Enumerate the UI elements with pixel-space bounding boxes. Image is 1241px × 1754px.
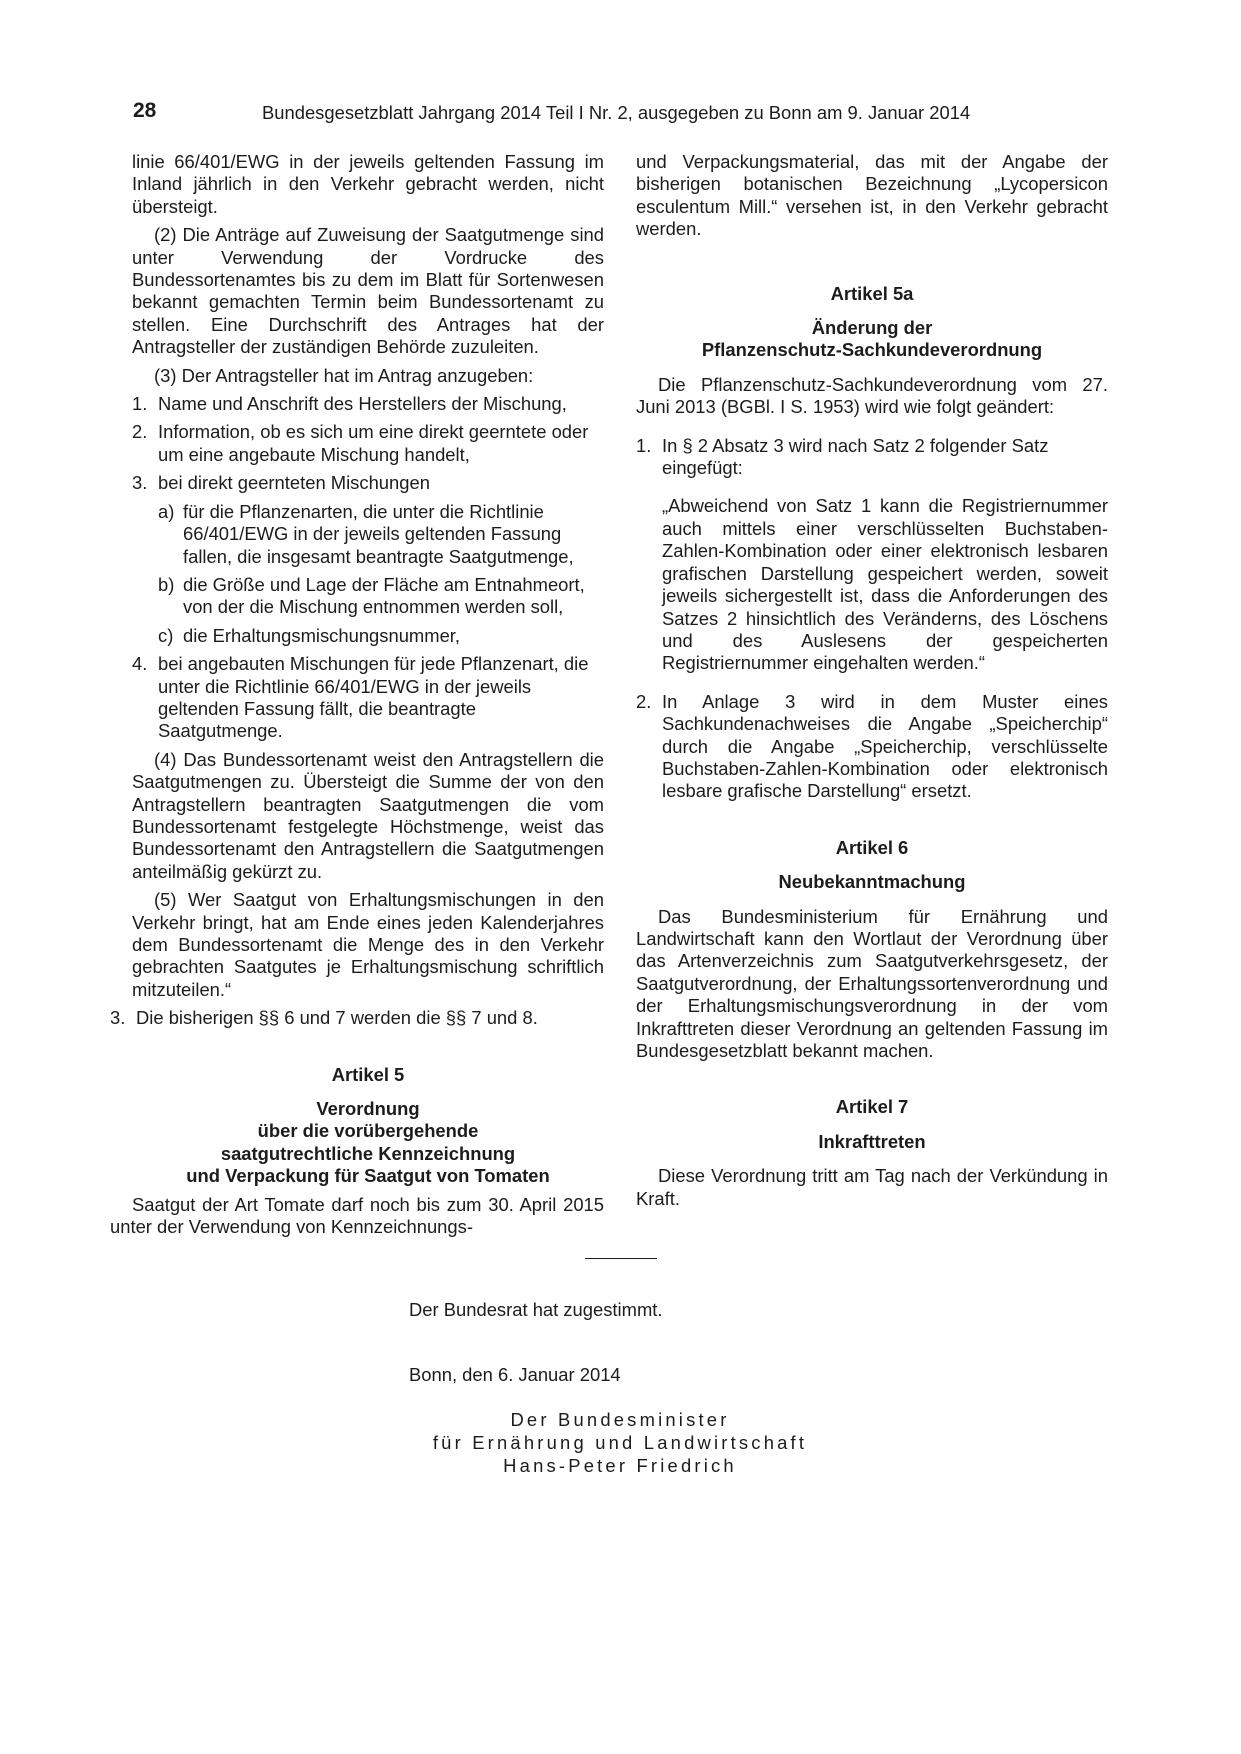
article-6-heading: Artikel 6 <box>835 836 909 858</box>
list-item <box>132 421 604 466</box>
list-item-text: In § 2 Absatz 3 wird nach Satz 2 folgender Satz eingefügt: <box>662 434 1049 479</box>
list-item-number: 1. <box>636 434 652 456</box>
article-5a-title-line: Änderung der <box>811 317 933 339</box>
article-7-title: Inkrafttreten <box>818 1130 926 1152</box>
list-item-text: Information, ob es sich um eine direkt geerntete oder um eine angebaute Mischung handelt, <box>158 421 589 465</box>
list-item <box>132 472 604 494</box>
article-5a-title-line: Pflanzenschutz-Sachkundeverordnung <box>701 339 1043 361</box>
article-5-title-line: über die vorübergehende <box>257 1120 479 1142</box>
article-5-heading: Artikel 5 <box>331 1063 405 1085</box>
place-date: Bonn, den 6. Januar 2014 <box>409 1364 621 1385</box>
sub-list-item-text: für die Pflanzenarten, die unter die Richtlinie 66/401/EWG in der jeweils geltenden Fassung fallen, die insgesamt beantragte Saatgutmenge, <box>183 500 574 567</box>
article-6-text: Das Bundesministerium für Ernährung und Landwirtschaft kann den Wortlaut der Verordnung über das Artenverzeichnis zum Saatgutverkehrsgesetz, der Saatgutverordnung, der Erhaltungssortenverordnung und der Erhaltungsmischungsverordnung in der vom Inkrafttreten dieser Verordnung an geltenden Fassung im Bundesgesetzblatt bekannt machen. <box>636 905 1108 1061</box>
list-item <box>132 393 604 415</box>
signer-name: Hans-Peter Friedrich <box>503 1455 737 1476</box>
sub-list-item-letter: c) <box>158 624 174 646</box>
list-item <box>636 691 1108 803</box>
continued-paragraph: linie 66/401/EWG in der jeweils geltenden Fassung im Inland jährlich in den Verkehr gebracht werden, nicht übersteigt. <box>132 151 604 217</box>
list-item-number: 3. <box>132 472 148 494</box>
list-item-number: 2. <box>636 690 652 712</box>
paragraph-4: (4) Das Bundessortenamt weist den Antragstellern die Saatgutmengen zu. Übersteigt die Summe der von den Antragstellern beantragten Saatgutmengen die vom Bundessortenamt festgelegte Höchstmenge, weist das Bundessortenamt den Antragstellern die Saatgutmengen anteilmäßig gekürzt zu. <box>132 748 604 882</box>
list-item-number: 2. <box>132 421 148 443</box>
list-item-text: In Anlage 3 wird in dem Muster eines Sachkundenachweises die Angabe „Speicherchip“ durch die Angabe „Speicherchip, verschlüsselte Buchstaben-Zahlen-Kombination oder elektronisch lesbare grafische Darstellung“ ersetzt. <box>662 690 1108 802</box>
paragraph-5: (5) Wer Saatgut von Erhaltungsmischungen in den Verkehr bringt, hat am Ende eines jeden Kalenderjahres dem Bundessortenamt die Menge des in den Verkehr gebrachten Saatgutes je Erhaltungsmischung schriftlich mitzuteilen.“ <box>132 889 604 1000</box>
list-item-number: 4. <box>132 653 148 675</box>
list-item-text: bei angebauten Mischungen für jede Pflanzenart, die unter die Richtlinie 66/401/EWG in der jeweils geltenden Fassung fällt, die beantragte Saatgutmenge. <box>158 653 589 742</box>
sub-list-item <box>132 574 604 619</box>
list-item-text: Name und Anschrift des Herstellers der Mischung, <box>158 393 567 415</box>
list-item-text: bei direkt geernteten Mischungen <box>158 472 430 494</box>
list-item-number: 1. <box>132 393 148 415</box>
signer-title-line: für Ernährung und Landwirtschaft <box>432 1432 808 1453</box>
paragraph-2: (2) Die Anträge auf Zuweisung der Saatgutmenge sind unter Verwendung der Vordrucke des Bundessortenamtes bis zu dem im Blatt für Sortenwesen bekannt gemachten Termin beim Bundessortenamt zu stellen. Eine Durchschrift des Antrages hat der Antragsteller der zuständigen Behörde zuzuleiten. <box>132 224 604 358</box>
sub-list-item-letter: a) <box>158 500 175 522</box>
article-5a-heading: Artikel 5a <box>830 282 914 304</box>
running-header: Bundesgesetzblatt Jahrgang 2014 Teil I Nr. 2, ausgegeben zu Bonn am 9. Januar 2014 <box>262 102 971 123</box>
page-number: 28 <box>133 99 157 122</box>
article-5-title-line: Verordnung <box>316 1098 420 1120</box>
right-column <box>636 151 1108 1210</box>
sub-list-item-text: die Größe und Lage der Fläche am Entnahmeort, von der die Mischung entnommen werden soll, <box>183 573 585 618</box>
sub-list-item <box>132 625 604 647</box>
left-column <box>110 151 604 1238</box>
article-7-text: Diese Verordnung tritt am Tag nach der Verkündung in Kraft. <box>636 1165 1108 1209</box>
sub-list-item-letter: b) <box>158 573 175 595</box>
article-7-heading: Artikel 7 <box>835 1096 909 1118</box>
article-5-title-line: saatgutrechtliche Kennzeichnung <box>220 1142 516 1164</box>
article-5-text: Saatgut der Art Tomate darf noch bis zum 30. April 2015 unter der Verwendung von Kennzeichnungs- <box>110 1193 604 1238</box>
amendment-quote: „Abweichend von Satz 1 kann die Registriernummer auch mittels einer verschlüsselten Buchstaben-Zahlen-Kombination oder einer elektronisch lesbaren grafischen Darstellung gespeichert werden, soweit jeweils sichergestellt ist, dass die Anforderungen des Satzes 2 hinsichtlich des Veränderns, des Löschens und des Auslesens der gespeicherten Registriernummer eingehalten werden.“ <box>662 495 1108 674</box>
list-item <box>132 653 604 743</box>
list-item-number: 3. <box>110 1007 126 1029</box>
article-5a-intro: Die Pflanzenschutz-Sachkundeverordnung vom 27. Juni 2013 (BGBl. I S. 1953) wird wie folgt geändert: <box>636 373 1108 418</box>
list-item <box>110 1007 604 1029</box>
separator-rule <box>585 1258 657 1259</box>
bundesrat-consent: Der Bundesrat hat zugestimmt. <box>409 1299 663 1320</box>
article-5-title-line: und Verpackung für Saatgut von Tomaten <box>186 1165 550 1187</box>
paragraph-3: (3) Der Antragsteller hat im Antrag anzugeben: <box>154 364 534 386</box>
continued-paragraph: und Verpackungsmaterial, das mit der Angabe der bisherigen botanischen Bezeichnung „Lycopersicon esculentum Mill.“ versehen ist, in den Verkehr gebracht werden. <box>636 151 1108 240</box>
list-item-text: Die bisherigen §§ 6 und 7 werden die §§ 7 und 8. <box>136 1007 538 1029</box>
signer-title-line: Der Bundesminister <box>510 1409 730 1430</box>
sub-list-item-text: die Erhaltungsmischungsnummer, <box>183 624 461 646</box>
list-item <box>636 435 1108 480</box>
article-6-title: Neubekanntmachung <box>778 871 966 893</box>
sub-list-item <box>132 501 604 568</box>
